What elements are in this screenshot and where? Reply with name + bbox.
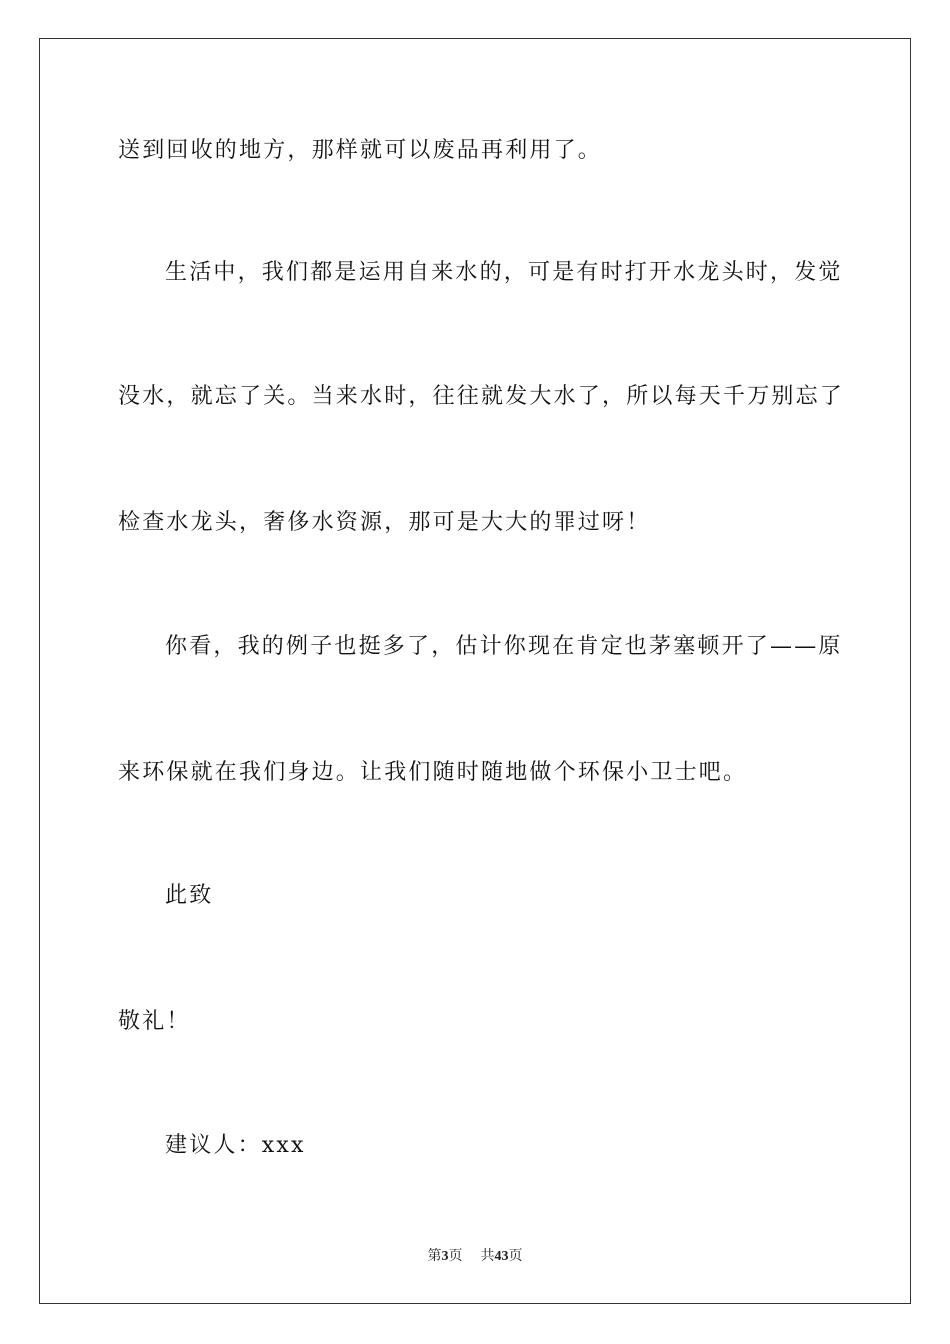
signature-line: 建议人：xxx — [165, 1133, 306, 1158]
body-text-line: 来环保就在我们身边。让我们随时随地做个环保小卫士吧。 — [118, 760, 748, 785]
body-text-line: 没水，就忘了关。当来水时，往往就发大水了，所以每天千万别忘了 — [118, 384, 845, 409]
body-text-line: 检查水龙头，奢侈水资源，那可是大大的罪过呀！ — [118, 510, 651, 535]
paragraph-start-line: 你看，我的例子也挺多了，估计你现在肯定也茅塞顿开了——原 — [165, 634, 843, 659]
body-text-line: 送到回收的地方，那样就可以废品再利用了。 — [118, 138, 603, 163]
total-suffix: 页 — [508, 1249, 523, 1264]
page-prefix: 第 — [427, 1249, 442, 1264]
current-page-number: 3 — [441, 1249, 449, 1264]
page-suffix: 页 — [448, 1249, 463, 1264]
total-pages-number: 43 — [494, 1249, 509, 1264]
total-prefix: 共 — [480, 1249, 495, 1264]
page-frame — [39, 38, 911, 1304]
paragraph-start-line: 生活中，我们都是运用自来水的，可是有时打开水龙头时，发觉 — [165, 260, 843, 285]
closing-salutation: 此致 — [165, 883, 214, 908]
closing-respect: 敬礼！ — [118, 1009, 191, 1034]
page-footer — [0, 1247, 950, 1267]
